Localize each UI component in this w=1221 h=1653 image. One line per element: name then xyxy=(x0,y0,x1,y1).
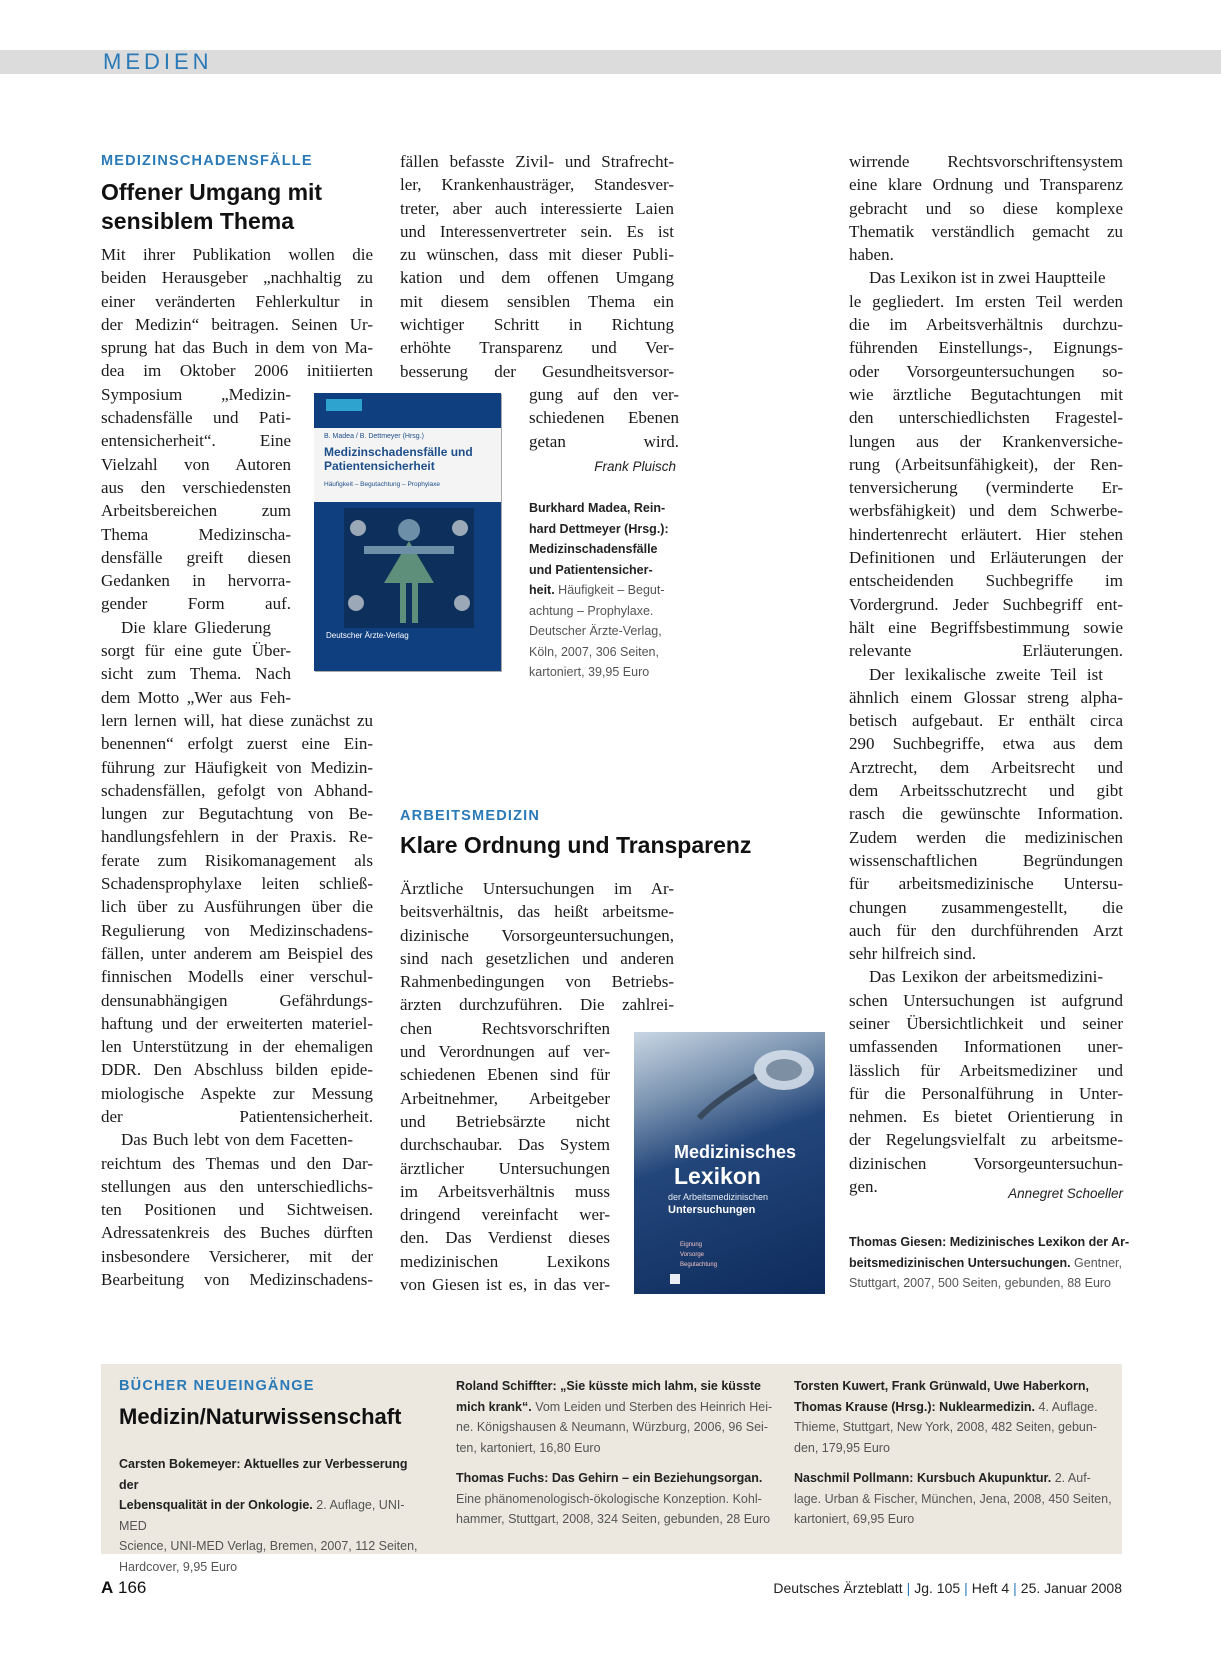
text-line: Vielzahl von Autoren xyxy=(101,454,291,474)
entry-line: Thomas Fuchs: Das Gehirn – ein Beziehungsorgan. xyxy=(456,1471,763,1485)
text-line: wie ärztliche Begutachtungen mit xyxy=(849,384,1123,404)
text-line: Das Buch lebt von dem Facetten- xyxy=(121,1130,353,1150)
text-line: zu wünschen, dass mit dieser Publi- xyxy=(400,245,674,265)
text-line: und Betriebsärzte nicht xyxy=(400,1111,610,1131)
entry-line: Thieme, Stuttgart, New York, 2008, 482 Seiten, gebun- xyxy=(794,1420,1097,1434)
text-line: im Arbeitsverhältnis muss xyxy=(400,1181,610,1201)
entry-line: hammer, Stuttgart, 2008, 324 Seiten, gebunden, 28 Euro xyxy=(456,1512,771,1526)
section-label: MEDIEN xyxy=(103,49,213,74)
article1-headline-line: Offener Umgang mit xyxy=(101,179,323,205)
article2-column2 xyxy=(400,877,674,1296)
text-line: wirrende Rechtsvorschriftensystem xyxy=(849,152,1123,171)
page-number xyxy=(101,1578,146,1598)
box-column3 xyxy=(794,1376,1114,1530)
article1-headline-line: sensiblem Thema xyxy=(101,208,295,234)
article1-headline xyxy=(101,178,322,236)
article2-column3 xyxy=(849,150,1123,1198)
text-line: werbsfähigkeit) und dem Schwerbe- xyxy=(849,501,1123,521)
text-line: hält eine Begriffsbestimmung sowie xyxy=(849,617,1123,637)
text-line: handlungsfehlern in der Praxis. Re- xyxy=(101,827,373,847)
text-line: führenden Einstellungs-, Eignungs- xyxy=(849,338,1123,358)
text-line: Ärztliche Untersuchungen im Ar- xyxy=(400,879,674,898)
text-line: wichtiger Schritt in Richtung xyxy=(400,315,674,335)
text-line: gender Form auf. xyxy=(101,594,291,614)
cover-title-line: Lexikon xyxy=(674,1163,761,1189)
text-line: hindertenrecht erläutert. Hier stehen xyxy=(849,524,1123,544)
text-line: dizinischen Vorsorgeuntersuchun- xyxy=(849,1153,1123,1173)
journal-name: Deutsches Ärzteblatt xyxy=(773,1580,903,1596)
text-line: den unterschiedlichsten Fragestel- xyxy=(849,408,1123,428)
text-line: Rahmenbedingungen von Betriebs- xyxy=(400,972,674,992)
text-line: dem Motto „Wer aus Feh- xyxy=(101,687,291,707)
text-line: Definitionen und Erläuterungen der xyxy=(849,548,1123,568)
text-line: und Verordnungen auf ver- xyxy=(400,1042,610,1062)
text-line: Arbeitnehmer, Arbeitgeber xyxy=(400,1088,610,1108)
box-column1 xyxy=(119,1454,429,1577)
publisher-logo xyxy=(670,1274,680,1284)
text-line: Vordergrund. Jeder Suchbegriff ent- xyxy=(849,594,1123,614)
text-line: 290 Suchbegriffe, etwa aus dem xyxy=(849,734,1123,754)
text-line: chungen zusammengestellt, die xyxy=(849,897,1123,917)
new-books-box xyxy=(101,1364,1122,1574)
entry-line: 2. Auflage, UNI-MED xyxy=(119,1498,405,1533)
text-line: Zudem werden die medizinischen xyxy=(849,827,1123,847)
text-line: Adressatenkreis des Buches dürften xyxy=(101,1223,373,1243)
journal-info: Deutsches Ärzteblatt | Jg. 105 | Heft 4 | 25. Januar 2008 xyxy=(773,1580,1122,1596)
text-line: führung zur Häufigkeit von Medizin- xyxy=(101,757,373,777)
article2-author: Annegret Schoeller xyxy=(1008,1186,1123,1201)
text-line: lich über zu Ausführungen über die xyxy=(101,897,373,917)
text-line: beitsverhältnis, das heißt arbeitsme- xyxy=(400,902,674,922)
entry-line: ten, kartoniert, 16,80 Euro xyxy=(456,1440,601,1455)
text-line: schen Untersuchungen ist aufgrund xyxy=(849,990,1123,1010)
text-line: erhöhte Transparenz und Ver- xyxy=(400,338,674,358)
text-line: entensicherheit“. Eine xyxy=(101,431,291,451)
text-line: chen Rechtsvorschriften xyxy=(400,1018,610,1038)
text-line: auch für den durchführenden Arzt xyxy=(849,920,1123,940)
article2-kicker: ARBEITSMEDIZIN xyxy=(400,808,541,824)
caption-line: Häufigkeit – Begut- xyxy=(554,583,665,597)
text-line: sicht zum Thema. Nach xyxy=(101,664,291,684)
text-line: beiden Herausgeber „nachhaltig zu xyxy=(101,268,373,288)
text-line: haftung und der erweiterten materiel- xyxy=(101,1013,373,1033)
text-line: lässlich für Arbeitsmediziner und xyxy=(849,1060,1123,1080)
text-line: lungen aus der Krankenversiche- xyxy=(849,431,1123,451)
text-line: sorgt für eine gute Über- xyxy=(101,641,291,661)
text-line: und Interessenvertreter sein. Es ist xyxy=(400,221,674,241)
text-line: reichtum des Themas und den Dar- xyxy=(101,1153,373,1173)
stethoscope-icon xyxy=(694,1040,819,1120)
text-line: der Regelungsvielfalt zu arbeitsme- xyxy=(849,1130,1123,1150)
caption-line: Thomas Giesen: Medizinisches Lexikon der Ar- xyxy=(849,1235,1130,1249)
text-line: densunabhängigen Gefährdungs- xyxy=(101,990,373,1010)
entry-line: Thomas Krause (Hrsg.): Nuklearmedizin. xyxy=(794,1399,1036,1414)
text-line: sehr hilfreich sind. xyxy=(849,944,976,964)
cover-subtitle: Häufigkeit – Begutachtung – Prophylaxe xyxy=(324,481,440,488)
journal-issue: Heft 4 xyxy=(971,1580,1010,1596)
text-line: getan wird. xyxy=(529,431,679,451)
page-prefix: A xyxy=(101,1578,114,1597)
text-line: der Patientensicherheit. xyxy=(101,1106,373,1126)
text-line: der Medizin“ beitragen. Seinen Ur- xyxy=(101,314,373,334)
text-line: rasch die gewünschte Information. xyxy=(849,804,1123,824)
cover-subtitle: der Arbeitsmedizinischen xyxy=(668,1192,769,1202)
text-line: Thema Medizinscha- xyxy=(101,524,291,544)
text-line: le gegliedert. Im ersten Teil werden xyxy=(849,291,1123,311)
text-line: eine klare Ordnung und Transparenz xyxy=(849,175,1123,195)
entry-line: 2. Auf- xyxy=(1051,1471,1091,1485)
text-line: für die Personalführung in Unter- xyxy=(849,1083,1123,1103)
cover-tab xyxy=(326,399,362,411)
text-line: den. Das Verdienst dieses xyxy=(400,1228,610,1248)
text-line: Schadensprophylaxe leiten schließ- xyxy=(101,874,373,894)
cover-editors: B. Madea / B. Dettmeyer (Hrsg.) xyxy=(324,433,424,440)
text-line: tenversicherung (verminderte Er- xyxy=(849,478,1123,498)
text-line: dizinische Vorsorgeuntersuchungen, xyxy=(400,925,674,945)
text-line: die im Arbeitsverhältnis durchzu- xyxy=(849,315,1123,335)
entry-line: kartoniert, 69,95 Euro xyxy=(794,1512,915,1526)
article1-author: Frank Pluisch xyxy=(594,459,676,474)
text-line: benennen“ erfolgt zuerst eine Ein- xyxy=(101,734,373,754)
text-line: entscheidenden Suchbegriffe im xyxy=(849,571,1123,591)
text-line: finnischen Modells einer verschul- xyxy=(101,967,373,987)
caption-line: Gentner, xyxy=(1070,1255,1123,1270)
text-line: sind nach gesetzlichen und anderen xyxy=(400,948,674,968)
text-line: gung auf den ver- xyxy=(529,385,679,404)
article1-book-caption xyxy=(529,498,694,683)
cover-title: Medizinschadensfälle und Patientensicherheit xyxy=(324,445,473,473)
text-line: sprung hat das Buch in dem von Ma- xyxy=(101,338,373,358)
entry-line: Carsten Bokemeyer: Aktuelles zur Verbesserung der xyxy=(119,1457,408,1492)
text-line: stellungen aus den unterschiedlichs- xyxy=(101,1176,373,1196)
text-line: ferate zum Risikomanagement als xyxy=(101,850,373,870)
cover-list-item: Eignung xyxy=(680,1242,703,1248)
caption-line: Stuttgart, 2007, 500 Seiten, gebunden, 88 Euro xyxy=(849,1276,1112,1290)
text-line: schiedenen Ebenen xyxy=(529,408,679,428)
text-line: kation und dem offenen Umgang xyxy=(400,268,674,288)
caption-line: und Patientensicher- xyxy=(529,562,653,577)
text-line: umfassenden Informationen uner- xyxy=(849,1037,1123,1057)
text-line: Arbeitsbereichen zum xyxy=(101,501,291,521)
entry-line: Torsten Kuwert, Frank Grünwald, Uwe Haberkorn, xyxy=(794,1379,1089,1393)
text-line: lern lernen will, hat diese zunächst zu xyxy=(101,710,373,730)
caption-line: beitsmedizinischen Untersuchungen. xyxy=(849,1255,1071,1270)
text-line: lungen zur Begutachtung von Be- xyxy=(101,804,373,824)
text-line: Thematik verständlich gemacht zu xyxy=(849,221,1123,241)
text-line: dem Arbeitsschutzrecht und gibt xyxy=(849,781,1123,801)
entry-line: 4. Auflage. xyxy=(1035,1399,1098,1414)
page-number-value: 166 xyxy=(118,1578,147,1597)
article2-book-caption xyxy=(849,1232,1139,1294)
text-line: ähnlich einem Glossar streng alpha- xyxy=(849,687,1123,707)
text-line: ärztlicher Untersuchungen xyxy=(400,1158,610,1178)
text-line: nehmen. Es bietet Orientierung in xyxy=(849,1107,1123,1127)
entry-line: Lebensqualität in der Onkologie. xyxy=(119,1498,313,1512)
text-line: durchschaubar. Das System xyxy=(400,1135,610,1155)
entry-line: Science, UNI-MED Verlag, Bremen, 2007, 112 Seiten, xyxy=(119,1539,418,1553)
cover-publisher: Deutscher Ärzte-Verlag xyxy=(326,631,409,640)
text-line: einer veränderten Fehlerkultur in xyxy=(101,291,373,311)
text-line: aus den verschiedensten xyxy=(101,477,291,497)
text-line: rung (Arbeitsunfähigkeit), der Ren- xyxy=(849,454,1123,474)
lexikon-cover-title xyxy=(674,1140,796,1188)
text-line: len Unterstützung in der ehemaligen xyxy=(101,1037,373,1057)
text-line: relevante Erläuterungen. xyxy=(849,641,1123,661)
entry-line: den, 179,95 Euro xyxy=(794,1440,890,1455)
text-line: treter, aber auch interessierte Laien xyxy=(400,198,674,218)
text-line: mit diesem sensiblen Thema ein xyxy=(400,291,674,311)
entry-line: Roland Schiffter: „Sie küsste mich lahm, sie küsste xyxy=(456,1379,761,1393)
text-line: gen. xyxy=(849,1177,878,1197)
caption-line: hard Dettmeyer (Hrsg.): xyxy=(529,521,669,536)
text-line: wissenschaftlichen Begründungen xyxy=(849,850,1123,870)
journal-volume: Jg. 105 xyxy=(914,1580,961,1596)
book-cover-medizinschadensfaelle xyxy=(314,393,501,671)
cover-list-item: Vorsorge xyxy=(680,1252,705,1258)
caption-line: Burkhard Madea, Rein- xyxy=(529,501,666,515)
caption-line: Deutscher Ärzte-Verlag, xyxy=(529,624,662,638)
text-line: seiner Übersichtlichkeit und seiner xyxy=(849,1013,1123,1033)
text-line: fällen, unter anderem am Beispiel des xyxy=(101,943,373,963)
text-line: dea im Oktober 2006 initiierten xyxy=(101,361,373,381)
text-line: miologische Aspekte zur Messung xyxy=(101,1083,373,1103)
entry-line: ne. Königshausen & Neumann, Würzburg, 2006, 96 Sei- xyxy=(456,1420,768,1434)
entry-line: mich krank“. xyxy=(456,1399,532,1414)
text-line: dringend vereinfacht wer- xyxy=(400,1205,610,1225)
article2-headline: Klare Ordnung und Transparenz xyxy=(400,832,752,858)
text-line: schiedenen Ebenen sind für xyxy=(400,1065,610,1085)
journal-date: 25. Januar 2008 xyxy=(1020,1580,1122,1596)
text-line: Die klare Gliederung xyxy=(121,617,271,637)
caption-line: heit. xyxy=(529,583,555,597)
text-line: insbesondere Versicherer, mit der xyxy=(101,1246,373,1266)
text-line: Symposium „Medizin- xyxy=(101,384,291,404)
cover-title-line: Medizinisches xyxy=(674,1142,797,1162)
book-cover-lexikon xyxy=(634,1032,825,1294)
text-line: besserung der Gesundheitsversor- xyxy=(400,361,674,381)
text-line: Der lexikalische zweite Teil ist xyxy=(869,664,1103,684)
entry-line: Eine phänomenologisch-ökologische Konzeption. Kohl- xyxy=(456,1491,762,1506)
article1-kicker: MEDIZINSCHADENSFÄLLE xyxy=(101,153,313,169)
text-line: schadensfällen, gefolgt von Abhand- xyxy=(101,780,373,800)
text-line: DDR. Den Abschluss bilden epide- xyxy=(101,1060,373,1080)
cover-list-item: Begutachtung xyxy=(680,1262,718,1268)
caption-line: kartoniert, 39,95 Euro xyxy=(529,665,650,679)
box-column2 xyxy=(456,1376,776,1530)
caption-line: Köln, 2007, 306 Seiten, xyxy=(529,644,659,659)
text-line: Gedanken in hervorra- xyxy=(101,571,291,591)
text-line: ten Positionen und Sichtweisen. xyxy=(101,1200,373,1220)
text-line: Mit ihrer Publikation wollen die xyxy=(101,245,373,264)
text-line: densfälle greift diesen xyxy=(101,547,291,567)
text-line: für arbeitsmedizinische Untersu- xyxy=(849,874,1123,894)
cover-subtitle: Untersuchungen xyxy=(668,1204,756,1216)
text-line: haben. xyxy=(849,245,894,265)
text-line: fällen befasste Zivil- und Strafrecht- xyxy=(400,152,674,171)
entry-line: Hardcover, 9,95 Euro xyxy=(119,1559,238,1574)
entry-line: Vom Leiden und Sterben des Heinrich Hei- xyxy=(531,1399,773,1414)
text-line: Das Lexikon ist in zwei Hauptteile xyxy=(869,268,1106,288)
article1-column2-continued xyxy=(529,383,679,453)
text-line: von Giesen ist es, in das ver- xyxy=(400,1275,610,1295)
text-line: medizinischen Lexikons xyxy=(400,1251,610,1271)
text-line: Regulierung von Medizinschadens- xyxy=(101,920,373,940)
text-line: Arztrecht, dem Arbeitsrecht und xyxy=(849,757,1123,777)
caption-line: achtung – Prophylaxe. xyxy=(529,603,654,618)
caption-line: Medizinschadensfälle xyxy=(529,542,658,556)
text-line: oder Vorsorgeuntersuchungen so- xyxy=(849,361,1123,381)
entry-line: Naschmil Pollmann: Kursbuch Akupunktur. xyxy=(794,1471,1052,1485)
entry-line: lage. Urban & Fischer, München, Jena, 2008, 450 Seiten, xyxy=(794,1491,1112,1506)
text-line: schadensfälle und Pati- xyxy=(101,408,291,428)
text-line: Bearbeitung von Medizinschadens- xyxy=(101,1270,373,1290)
text-line: gebracht und so diese komplexe xyxy=(849,198,1123,218)
box-kicker: BÜCHER NEUEINGÄNGE xyxy=(119,1378,315,1394)
cover-illustration xyxy=(344,508,474,628)
text-line: ärzten durchzuführen. Die zahlrei- xyxy=(400,995,674,1015)
text-line: Das Lexikon der arbeitsmedizini- xyxy=(869,967,1103,987)
box-headline: Medizin/Naturwissenschaft xyxy=(119,1404,402,1429)
text-line: ler, Krankenhausträger, Standesver- xyxy=(400,175,674,195)
text-line: betisch aufgebaut. Er enthält circa xyxy=(849,711,1123,731)
article1-column2 xyxy=(400,150,674,383)
